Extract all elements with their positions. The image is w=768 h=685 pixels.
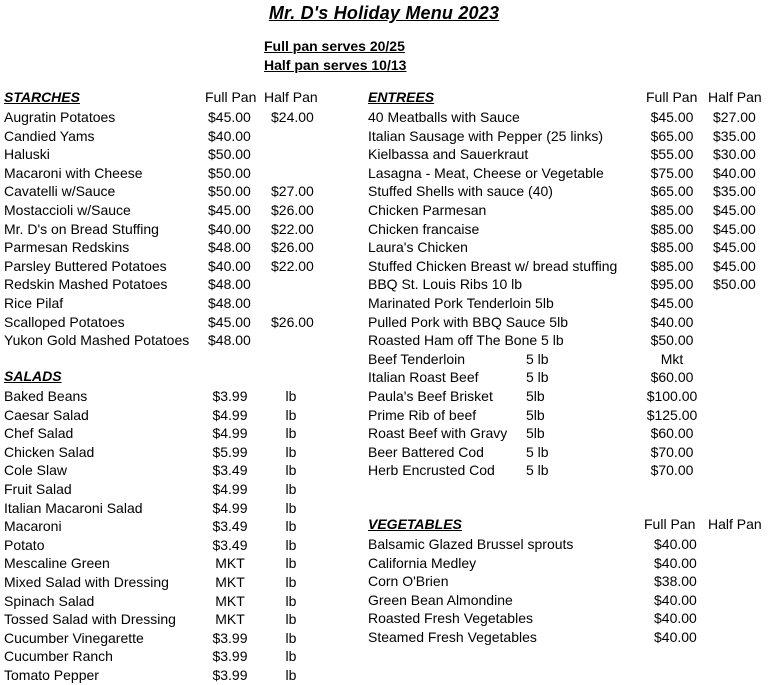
price-per-lb: $3.99 xyxy=(212,388,248,404)
price-per-lb: $4.99 xyxy=(212,425,248,442)
entrees-item xyxy=(0,443,768,462)
item-name: Tomato Pepper xyxy=(4,667,99,683)
entrees-item xyxy=(0,164,768,183)
item-name: Chicken Salad xyxy=(4,443,95,460)
item-weight: 5lb xyxy=(526,406,545,423)
full-pan-price: $40.00 xyxy=(654,554,697,571)
full-pan-price: $65.00 xyxy=(650,183,694,200)
entrees-item xyxy=(0,127,768,146)
menu-title: Mr. D's Holiday Menu 2023 xyxy=(268,3,500,23)
item-name: Laura's Chicken xyxy=(368,239,468,256)
item-weight: 5 lb xyxy=(526,369,549,386)
full-pan-price: $48.00 xyxy=(208,276,251,293)
vegetables-full-pan-header: Full Pan xyxy=(644,516,696,532)
item-name: Chicken francaise xyxy=(368,220,480,237)
full-pan-price: $125.00 xyxy=(646,406,698,423)
price-per-lb: $5.99 xyxy=(212,443,248,460)
item-name: Cavatelli w/Sauce xyxy=(4,183,116,200)
price-per-lb: MKT xyxy=(215,611,245,628)
entrees-item xyxy=(0,220,768,239)
half-pan-price: $24.00 xyxy=(271,109,314,125)
item-name: Cucumber Vinegarette xyxy=(4,629,144,646)
half-pan-price: $27.00 xyxy=(713,109,756,125)
half-pan-price: $40.00 xyxy=(713,164,756,181)
entrees-item xyxy=(0,182,768,201)
unit: lb xyxy=(285,518,297,535)
entrees-heading: ENTREES xyxy=(368,89,435,105)
item-name: Herb Encrusted Cod xyxy=(368,462,495,479)
item-weight: 5lb xyxy=(526,425,545,442)
item-name: Macaroni xyxy=(4,518,62,535)
half-pan-price: $26.00 xyxy=(271,239,314,256)
half-pan-price: $35.00 xyxy=(713,127,756,144)
item-name: Parsley Buttered Potatoes xyxy=(4,257,167,274)
entrees-item xyxy=(0,424,768,443)
item-name: Scalloped Potatoes xyxy=(4,313,125,330)
half-pan-price: $45.00 xyxy=(713,202,756,218)
salads-item xyxy=(0,647,768,666)
item-name: Caesar Salad xyxy=(4,406,89,423)
full-pan-price: $85.00 xyxy=(650,220,694,237)
item-name: California Medley xyxy=(368,554,477,571)
item-name: BBQ St. Louis Ribs 10 lb xyxy=(368,276,523,293)
full-pan-price: $50.00 xyxy=(208,146,251,163)
unit: lb xyxy=(285,462,297,479)
item-name: Stuffed Chicken Breast w/ bread stuffing xyxy=(368,257,618,274)
full-pan-price: $65.00 xyxy=(650,127,694,144)
vegetables-item xyxy=(0,628,768,647)
item-name: Candied Yams xyxy=(4,127,95,144)
half-pan-price: $22.00 xyxy=(271,257,314,274)
full-pan-price: $40.00 xyxy=(208,220,251,237)
full-pan-price: $50.00 xyxy=(208,183,251,200)
starches-full-pan-header: Full Pan xyxy=(205,89,257,105)
unit: lb xyxy=(285,536,297,553)
item-weight: 5 lb xyxy=(526,350,549,367)
price-per-lb: $4.99 xyxy=(212,406,248,423)
half-pan-price: $22.00 xyxy=(271,220,314,237)
unit: lb xyxy=(285,555,297,572)
full-pan-price: $60.00 xyxy=(650,369,694,386)
item-name: Italian Roast Beef xyxy=(368,369,479,386)
vegetables-item xyxy=(0,535,768,554)
item-name: Baked Beans xyxy=(4,388,88,404)
full-pan-price: $45.00 xyxy=(208,313,251,330)
unit: lb xyxy=(285,499,297,516)
unit: lb xyxy=(285,574,297,590)
item-name: Roasted Fresh Vegetables xyxy=(368,610,533,627)
full-pan-price: $40.00 xyxy=(654,591,697,608)
price-per-lb: $3.99 xyxy=(212,667,248,683)
vegetables-heading: VEGETABLES xyxy=(368,516,462,532)
item-name: Beer Battered Cod xyxy=(368,443,484,460)
vegetables-item xyxy=(0,572,768,591)
half-pan-price: $26.00 xyxy=(271,313,314,330)
half-pan-price: $50.00 xyxy=(713,276,756,293)
full-pan-serves: Full pan serves 20/25 xyxy=(264,38,405,54)
price-per-lb: $3.99 xyxy=(212,629,248,646)
full-pan-price: $50.00 xyxy=(650,332,694,349)
vegetables-item xyxy=(0,554,768,573)
item-name: Rice Pilaf xyxy=(4,295,64,311)
item-name: Chef Salad xyxy=(4,425,74,442)
half-pan-price: $45.00 xyxy=(713,257,756,274)
item-weight: 5lb xyxy=(526,388,545,404)
item-name: Stuffed Shells with sauce (40) xyxy=(368,183,553,200)
item-name: Yukon Gold Mashed Potatoes xyxy=(4,332,190,349)
full-pan-price: $40.00 xyxy=(654,536,697,552)
entrees-item xyxy=(0,387,768,406)
full-pan-price: $70.00 xyxy=(650,462,694,479)
starches-half-pan-header: Half Pan xyxy=(264,89,318,105)
full-pan-price: $40.00 xyxy=(654,629,697,645)
price-per-lb: MKT xyxy=(215,555,245,572)
item-name: Macaroni with Cheese xyxy=(4,164,143,181)
unit: lb xyxy=(285,443,297,460)
item-name: Roast Beef with Gravy xyxy=(368,425,508,442)
entrees-item xyxy=(0,201,768,220)
item-name: Cole Slaw xyxy=(4,462,68,479)
full-pan-price: $40.00 xyxy=(654,610,697,627)
full-pan-price: $55.00 xyxy=(650,146,694,163)
half-pan-serves: Half pan serves 10/13 xyxy=(264,57,407,73)
full-pan-price: $45.00 xyxy=(208,202,251,218)
item-name: Prime Rib of beef xyxy=(368,406,477,423)
full-pan-price: $45.00 xyxy=(208,109,251,125)
entrees-item xyxy=(0,275,768,294)
item-name: Augratin Potatoes xyxy=(4,109,116,125)
item-name: Cucumber Ranch xyxy=(4,648,113,665)
half-pan-price: $30.00 xyxy=(713,146,756,163)
half-pan-price: $45.00 xyxy=(713,239,756,256)
full-pan-price: $85.00 xyxy=(650,202,694,218)
item-name: Potato xyxy=(4,536,45,553)
item-name: Chicken Parmesan xyxy=(368,202,487,218)
full-pan-price: $70.00 xyxy=(650,443,694,460)
entrees-full-pan-header: Full Pan xyxy=(646,89,698,105)
item-name: Mostaccioli w/Sauce xyxy=(4,202,131,218)
entrees-half-pan-header: Half Pan xyxy=(708,89,762,105)
price-per-lb: $4.99 xyxy=(212,499,248,516)
full-pan-price: $40.00 xyxy=(208,127,251,144)
full-pan-price: $48.00 xyxy=(208,295,251,311)
vegetables-item xyxy=(0,591,768,610)
entrees-item xyxy=(0,331,768,350)
price-per-lb: MKT xyxy=(215,592,245,609)
full-pan-price: $75.00 xyxy=(650,164,694,181)
price-per-lb: $4.99 xyxy=(212,481,248,497)
item-name: Corn O'Brien xyxy=(368,573,449,590)
full-pan-price: $38.00 xyxy=(654,573,697,590)
unit: lb xyxy=(285,648,297,665)
starches-heading: STARCHES xyxy=(4,89,80,105)
unit: lb xyxy=(285,388,297,404)
item-weight: 5 lb xyxy=(526,462,549,479)
item-name: Steamed Fresh Vegetables xyxy=(368,629,537,645)
unit: lb xyxy=(285,592,297,609)
half-pan-price: $35.00 xyxy=(713,183,756,200)
full-pan-price: $48.00 xyxy=(208,239,251,256)
item-name: Kielbassa and Sauerkraut xyxy=(368,146,529,163)
item-name: Tossed Salad with Dressing xyxy=(4,611,176,628)
full-pan-price: $45.00 xyxy=(650,295,694,311)
entrees-item xyxy=(0,461,768,480)
item-name: Haluski xyxy=(4,146,50,163)
price-per-lb: $3.49 xyxy=(212,462,248,479)
half-pan-price: $26.00 xyxy=(271,202,314,218)
entrees-item xyxy=(0,294,768,313)
full-pan-price: $85.00 xyxy=(650,239,694,256)
item-name: Mixed Salad with Dressing xyxy=(4,574,169,590)
salads-item xyxy=(0,666,768,685)
item-name: Roasted Ham off The Bone 5 lb xyxy=(368,332,564,349)
item-name: Paula's Beef Brisket xyxy=(368,388,493,404)
full-pan-price: $45.00 xyxy=(650,109,694,125)
unit: lb xyxy=(285,406,297,423)
item-name: Mescaline Green xyxy=(4,555,110,572)
full-pan-price: $100.00 xyxy=(646,388,698,404)
item-weight: 5 lb xyxy=(526,443,549,460)
price-per-lb: MKT xyxy=(215,574,245,590)
item-name: Beef Tenderloin xyxy=(368,350,466,367)
full-pan-price: $60.00 xyxy=(650,425,694,442)
item-name: Spinach Salad xyxy=(4,592,95,609)
entrees-item xyxy=(0,313,768,332)
vegetables-half-pan-header: Half Pan xyxy=(708,516,762,532)
unit: lb xyxy=(285,481,297,497)
half-pan-price: $45.00 xyxy=(713,220,756,237)
full-pan-price: $40.00 xyxy=(650,313,694,330)
item-name: Pulled Pork with BBQ Sauce 5lb xyxy=(368,313,568,330)
unit: lb xyxy=(285,425,297,442)
price-per-lb: $3.99 xyxy=(212,648,248,665)
full-pan-price: $50.00 xyxy=(208,164,251,181)
salads-item xyxy=(0,499,768,518)
full-pan-price: $85.00 xyxy=(650,257,694,274)
item-name: Balsamic Glazed Brussel sprouts xyxy=(368,536,574,552)
salads-heading: SALADS xyxy=(4,368,62,384)
item-name: Lasagna - Meat, Cheese or Vegetable xyxy=(368,164,604,181)
salads-item xyxy=(0,517,768,536)
unit: lb xyxy=(285,611,297,628)
item-name: Green Bean Almondine xyxy=(368,591,513,608)
item-name: Mr. D's on Bread Stuffing xyxy=(4,220,159,237)
item-name: Parmesan Redskins xyxy=(4,239,130,256)
entrees-item xyxy=(0,368,768,387)
entrees-item xyxy=(0,350,768,369)
unit: lb xyxy=(285,629,297,646)
price-per-lb: $3.49 xyxy=(212,518,248,535)
entrees-item xyxy=(0,145,768,164)
item-name: Marinated Pork Tenderloin 5lb xyxy=(368,295,554,311)
entrees-item xyxy=(0,257,768,276)
salads-item xyxy=(0,480,768,499)
item-name: Fruit Salad xyxy=(4,481,72,497)
item-name: Italian Sausage with Pepper (25 links) xyxy=(368,127,604,144)
full-pan-price: Mkt xyxy=(660,350,684,367)
entrees-item xyxy=(0,108,768,127)
price-per-lb: $3.49 xyxy=(212,536,248,553)
item-name: 40 Meatballs with Sauce xyxy=(368,109,520,125)
entrees-item xyxy=(0,406,768,425)
full-pan-price: $40.00 xyxy=(208,257,251,274)
unit: lb xyxy=(285,667,297,683)
item-name: Redskin Mashed Potatoes xyxy=(4,276,168,293)
entrees-item xyxy=(0,238,768,257)
half-pan-price: $27.00 xyxy=(271,183,314,200)
vegetables-item xyxy=(0,609,768,628)
full-pan-price: $95.00 xyxy=(650,276,694,293)
item-name: Italian Macaroni Salad xyxy=(4,499,143,516)
full-pan-price: $48.00 xyxy=(208,332,251,349)
